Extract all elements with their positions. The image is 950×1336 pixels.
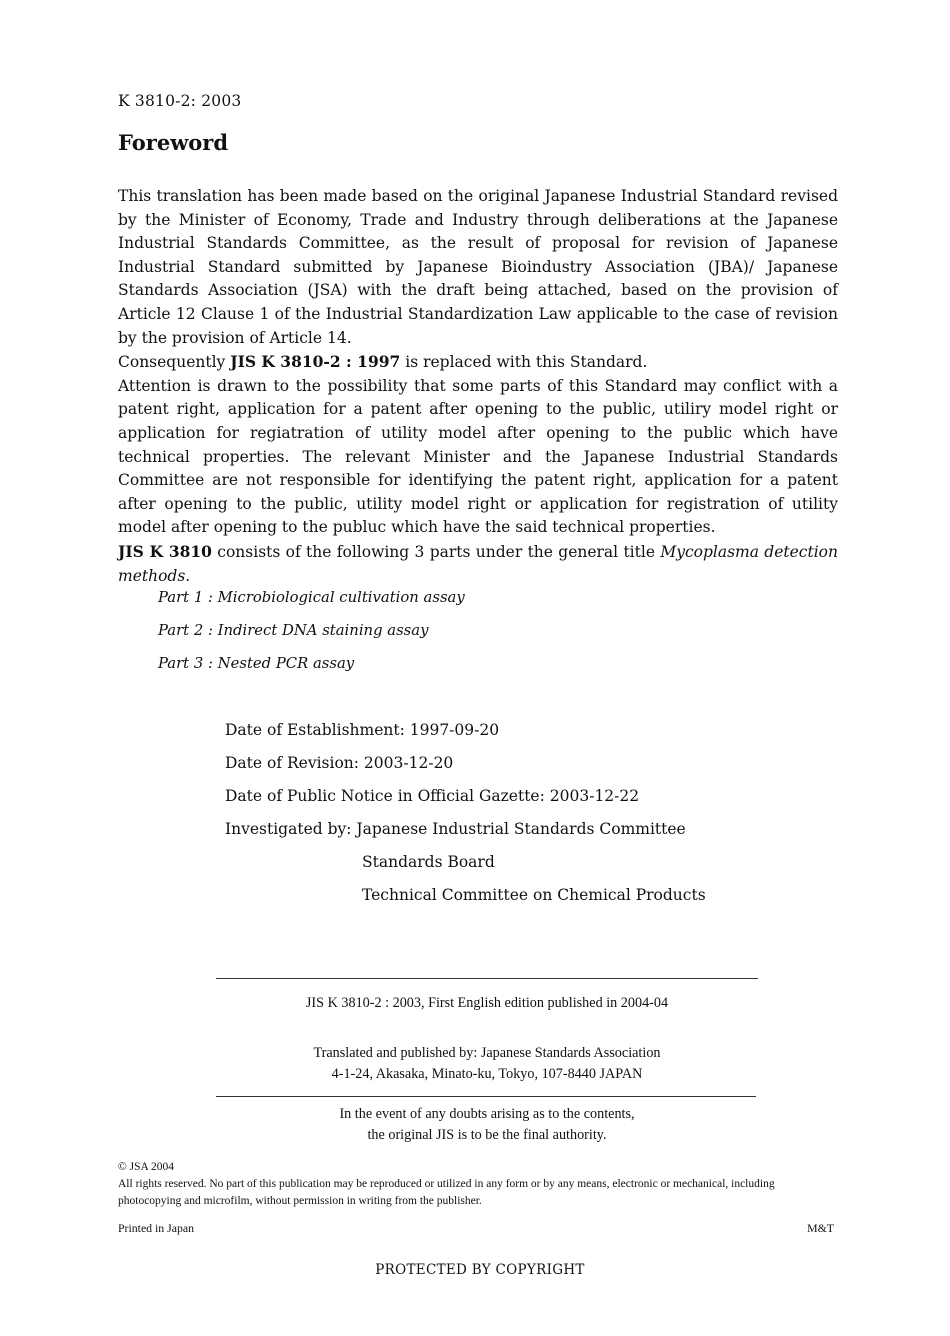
document-id: K 3810-2: 2003 — [118, 92, 242, 110]
investigated-by: Investigated by: Japanese Industrial Standards Committee — [225, 820, 686, 838]
rights-statement: All rights reserved. No part of this publication may be reproduced or utilized in any form or by any means, electronic or mechanical, including photocopying and microfilm, without permission in writing from the publisher. — [118, 1178, 775, 1207]
text-span: is replaced with this Standard. — [405, 353, 648, 372]
foreword-paragraph-4 — [118, 540, 838, 588]
public-notice-date: Date of Public Notice in Official Gazette: 2003-12-22 — [225, 787, 640, 805]
standard-reference: JIS K 3810-2 : 1997 — [230, 352, 401, 372]
copyright-notice: © JSA 2004 — [118, 1161, 175, 1173]
parts-list — [158, 587, 465, 686]
divider — [216, 978, 758, 979]
revision-date: Date of Revision: 2003-12-20 — [225, 754, 454, 772]
standards-board: Standards Board — [362, 853, 495, 871]
foreword-paragraph-1: This translation has been made based on the original Japanese Industrial Standard revised by the Minister of Economy, Trade and Industry through deliberations at the Japanese Industrial Standards Committee, as the result of proposal for revision of Japanese Industrial Standard submitted by Japanese Bioindustry Association (JBA)/ Japanese Standards Association (JSA) with the draft being attached, based on the provision of Article 12 Clause 1 of the Industrial Standardization Law applicable to the case of revision by the provision of Article 14. — [118, 187, 838, 347]
standard-reference: JIS K 3810 — [118, 541, 212, 561]
copyright-block — [118, 1159, 836, 1210]
foreword-paragraph-2 — [118, 350, 838, 375]
page-title: Foreword — [118, 130, 229, 155]
list-item: Part 3 : Nested PCR assay — [158, 655, 355, 672]
foreword-body — [118, 185, 838, 588]
edition-line: JIS K 3810-2 : 2003, First English edition published in 2004-04 — [305, 995, 669, 1011]
publisher-address: 4-1-24, Akasaka, Minato-ku, Tokyo, 107-8440 JAPAN — [331, 1066, 643, 1082]
publisher-line: Translated and published by: Japanese Standards Association — [313, 1045, 661, 1061]
list-item: Part 2 : Indirect DNA staining assay — [158, 622, 429, 639]
dates-block — [225, 718, 706, 916]
text-span: Consequently — [118, 353, 226, 372]
foreword-paragraph-3: Attention is drawn to the possibility that some parts of this Standard may conflict with a patent right, application for a patent after opening to the public, utiliry model right or application for regiatration of utility model after opening to the public which have technical properties. The relevant Minister and the Japanese Industrial Standards Committee are not responsible for identifying the patent right, application for a patent after opening to the public, utility model right or application for registration of utility model after opening to the publuc which have the said technical properties. — [118, 376, 838, 537]
publisher-block — [216, 1043, 758, 1085]
printer-code: M&T — [807, 1221, 834, 1235]
protected-notice: PROTECTED BY COPYRIGHT — [375, 1262, 585, 1278]
list-item: Part 1 : Microbiological cultivation assay — [158, 589, 465, 606]
printed-in: Printed in Japan — [118, 1221, 195, 1235]
general-title: Mycoplasma detection methods. — [118, 542, 838, 585]
notice-line: In the event of any doubts arising as to the contents, — [339, 1106, 635, 1122]
notice-line: the original JIS is to be the final authority. — [367, 1127, 607, 1143]
technical-committee: Technical Committee on Chemical Products — [362, 886, 706, 904]
divider — [216, 1096, 756, 1097]
authority-notice — [216, 1104, 758, 1146]
text-span: consists of the following 3 parts under the general title — [217, 542, 655, 561]
establishment-date: Date of Establishment: 1997-09-20 — [225, 721, 500, 739]
